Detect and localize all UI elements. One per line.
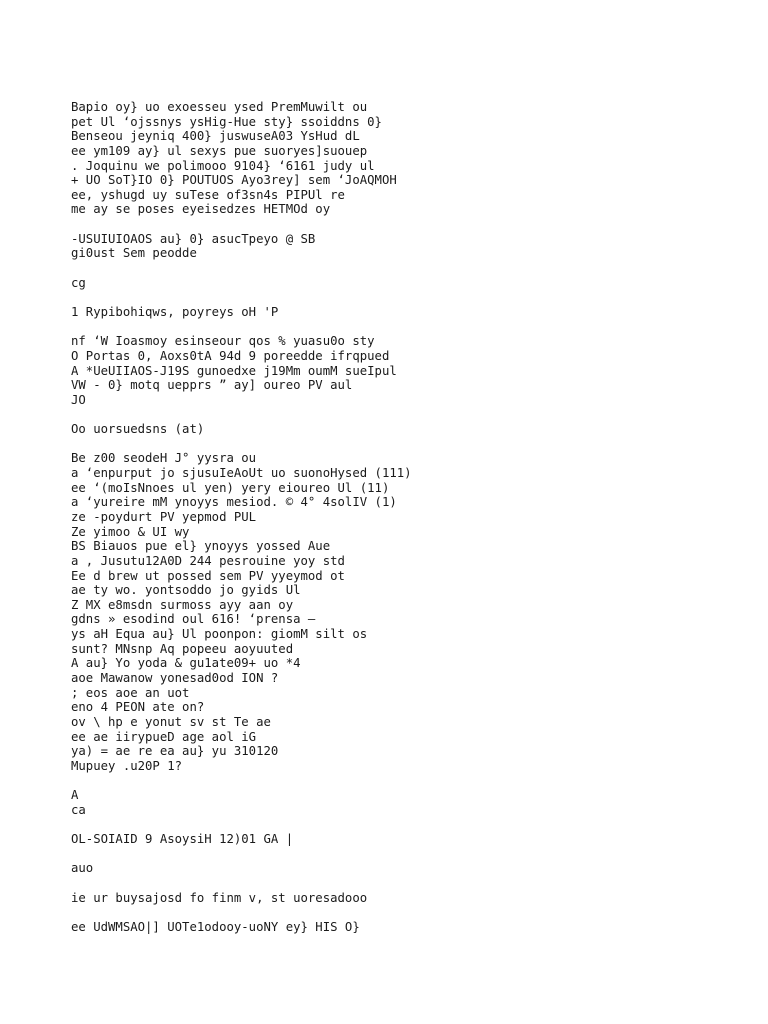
text-line: pet Ul ‘ojssnys ysHig-Hue sty} ssoiddns 0}: [71, 114, 382, 129]
text-line: ya) = ae re ea au} yu 310120: [71, 744, 279, 759]
text-line: a , Jusutu12A0D 244 pesrouine yoy std: [71, 553, 345, 568]
paragraph-gap: [71, 261, 751, 276]
text-line: VW - 0} motq uepprs ” ay] oureo PV aul: [71, 378, 353, 393]
text-line: Mupuey .u20P 1?: [71, 758, 183, 773]
text-line: ee ym109 ay} ul sexys pue suoryes]suouep: [71, 143, 368, 158]
text-line: Be z00 seodeH J° yysra ou: [71, 451, 257, 466]
paragraph-gap: [71, 817, 751, 832]
paragraph-gap: [71, 217, 751, 232]
text-paragraph: [71, 334, 751, 407]
text-line: BS Biauos pue el} ynoyys yossed Aue: [71, 539, 331, 554]
text-paragraph: [71, 788, 751, 817]
text-paragraph: [71, 861, 751, 876]
paragraph-gap: [71, 290, 751, 305]
text-line: cg: [71, 275, 86, 290]
text-line: JO: [71, 392, 86, 407]
text-line: Ze yimoo & UI wy: [71, 524, 190, 539]
paragraph-gap: [71, 905, 751, 920]
text-line: ; eos aoe an uot: [71, 685, 190, 700]
paragraph-gap: [71, 773, 751, 788]
text-line: aoe Mawanow yonesad0od ION ?: [71, 670, 279, 685]
text-line: ie ur buysajosd fo finm v, st uoresadooo: [71, 890, 368, 905]
text-line: 1 Rypibohiqws, poyreys oH 'P: [71, 304, 279, 319]
text-line: sunt? MNsnp Aq popeeu aoyuuted: [71, 641, 294, 656]
text-line: -USUIUIOAOS au} 0} asucTpeyo @ SB: [71, 231, 316, 246]
text-line: nf ‘W Ioasmoy esinseour qos % yuasu0o sty: [71, 334, 375, 349]
paragraph-gap: [71, 437, 751, 452]
text-line: O Portas 0, Aoxs0tA 94d 9 poreedde ifrqpued: [71, 348, 390, 363]
text-paragraph: [71, 451, 751, 773]
paragraph-gap: [71, 847, 751, 862]
text-paragraph: [71, 891, 751, 906]
text-line: ca: [71, 802, 86, 817]
text-line: gdns » esodind oul 616! ‘prensa —: [71, 612, 316, 627]
text-line: + UO SoT}IO 0} POUTUOS Ayo3rey] sem ‘JoAQMOH: [71, 173, 397, 188]
text-line: gi0ust Sem peodde: [71, 246, 197, 261]
text-line: ov \ hp e yonut sv st Te ae: [71, 714, 271, 729]
text-line: Ee d brew ut possed sem PV yyeymod ot: [71, 568, 345, 583]
text-line: me ay se poses eyeisedzes HETMOd oy: [71, 202, 331, 217]
text-line: a ‘enpurput jo sjusuIeAoUt uo suonoHysed (111): [71, 466, 412, 481]
text-line: Oo uorsuedsns (at): [71, 422, 205, 437]
text-paragraph: [71, 305, 751, 320]
paragraph-gap: [71, 876, 751, 891]
text-line: Benseou jeyniq 400} juswuseA03 YsHud dL: [71, 129, 360, 144]
text-paragraph: [71, 422, 751, 437]
text-line: Bapio oy} uo exoesseu ysed PremMuwilt ou: [71, 100, 368, 114]
paragraph-gap: [71, 320, 751, 335]
text-line: ze -poydurt PV yepmod PUL: [71, 509, 257, 524]
text-line: ee, yshugd uy suTese of3sn4s PIPUl re: [71, 187, 345, 202]
text-line: ee UdWMSAO|] UOTe1odooy-uoNY ey} HIS O}: [71, 919, 360, 934]
text-line: ae ty wo. yontsoddo jo gyids Ul: [71, 583, 301, 598]
text-paragraph: [71, 276, 751, 291]
text-paragraph: [71, 920, 751, 935]
text-line: . Joquinu we polimooo 9104} ‘6161 judy ul: [71, 158, 375, 173]
text-line: Z MX e8msdn surmoss ayy aan oy: [71, 597, 294, 612]
text-line: A: [71, 788, 79, 803]
text-line: A au} Yo yoda & gu1ate09+ uo *4: [71, 656, 301, 671]
text-line: eno 4 PEON ate on?: [71, 700, 205, 715]
text-paragraph: [71, 832, 751, 847]
text-paragraph: [71, 232, 751, 261]
document-text-body: [71, 100, 751, 935]
text-line: auo: [71, 861, 94, 876]
text-line: ee ‘(moIsNnoes ul yen) yery eioureo Ul (11): [71, 480, 390, 495]
text-line: a ‘yureire mM ynoyys mesiod. © 4° 4solIV (1): [71, 495, 397, 510]
text-paragraph: [71, 100, 751, 217]
text-line: ee ae iirypueD age aol iG: [71, 729, 257, 744]
paragraph-gap: [71, 407, 751, 422]
text-line: OL-SOIAID 9 AsoysiH 12)01 GA |: [71, 832, 294, 847]
text-line: ys aH Equa au} Ul poonpon: giomM silt os: [71, 627, 368, 642]
text-line: A *UeUIIAOS-J19S gunoedxe j19Mm oumM sueIpul: [71, 363, 397, 378]
